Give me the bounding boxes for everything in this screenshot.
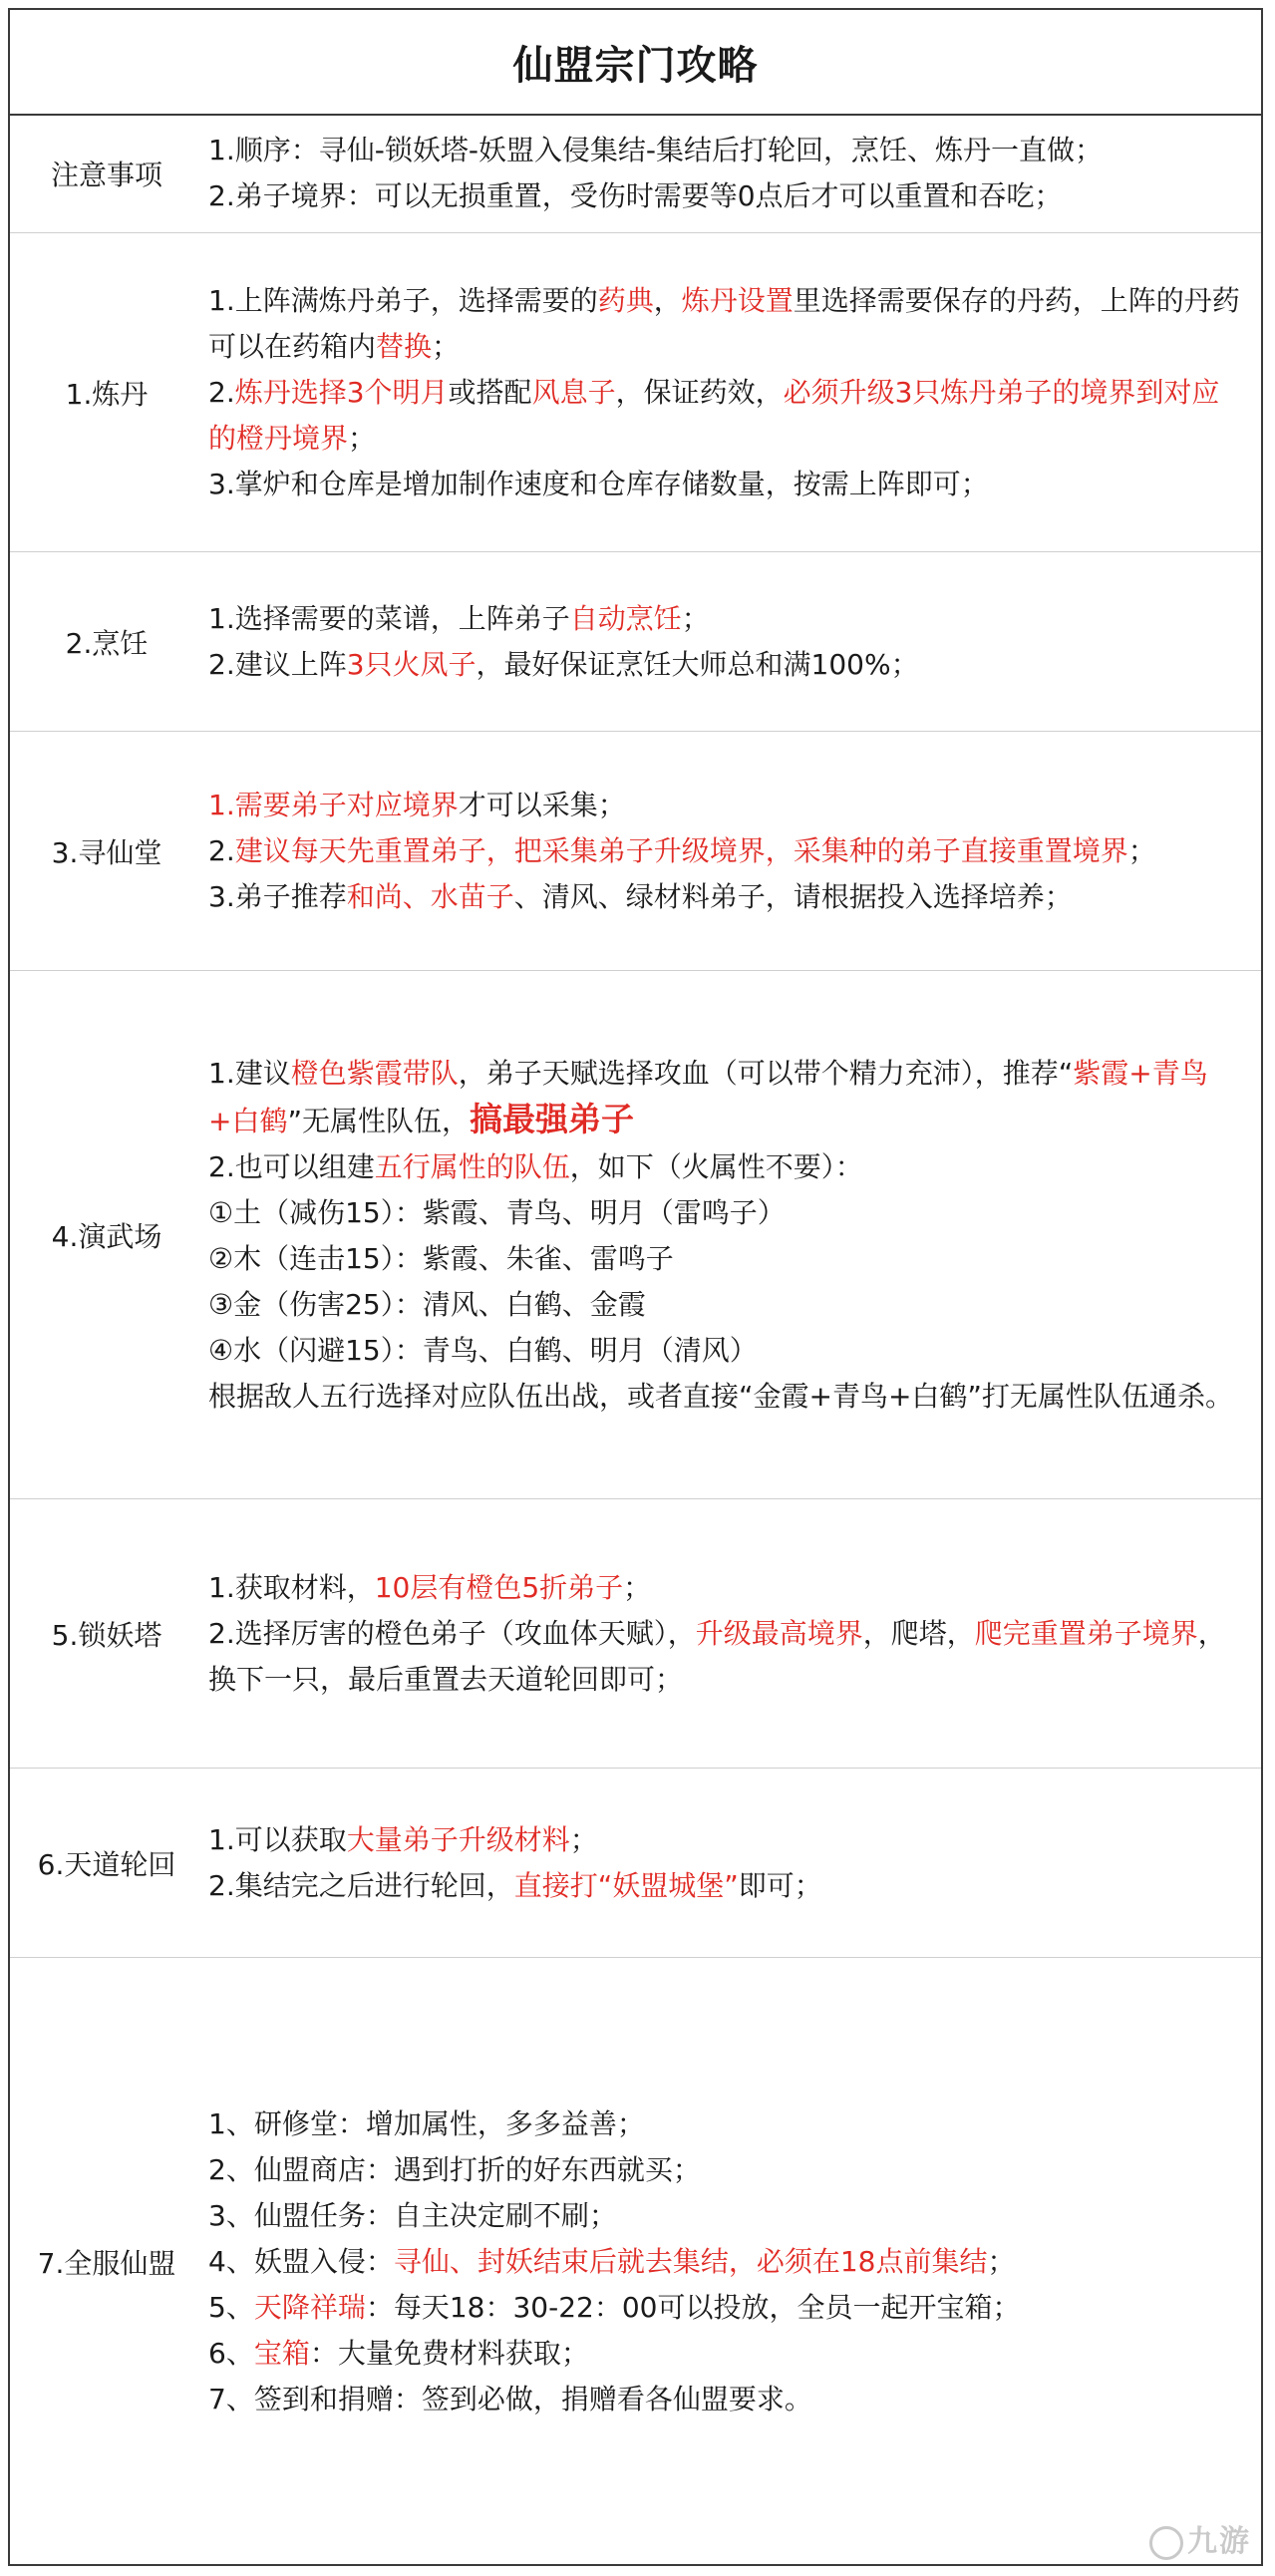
highlight-text: 爬完重置弟子境界 <box>974 1616 1198 1650</box>
row-content <box>208 971 1243 1498</box>
text-segment: ； <box>1127 833 1156 867</box>
text-segment: ：大量免费材料获取； <box>309 2337 589 2370</box>
text-segment: ； <box>987 2245 1016 2278</box>
row-content <box>208 1769 1243 1957</box>
highlight-text: 药典 <box>597 283 654 317</box>
highlight-text: 搞最强弟子 <box>469 1099 634 1138</box>
table-row <box>10 114 1261 233</box>
row-content <box>208 233 1243 551</box>
row-label: 6.天道轮回 <box>37 1847 176 1881</box>
text-segment: 4、妖盟入侵： <box>208 2245 394 2278</box>
row-content <box>208 1958 1243 2566</box>
text-segment: ②木（连击15）：紫霞、朱雀、雷鸣子 <box>208 1241 674 1275</box>
highlight-text: 1.需要弟子对应境界 <box>208 788 459 821</box>
highlight-text: 宝箱 <box>253 2337 310 2370</box>
highlight-text: 3只火凤子 <box>346 647 477 681</box>
content-line <box>208 642 1243 688</box>
content-line <box>208 1144 1243 1190</box>
text-segment: ； <box>681 601 710 635</box>
table-row <box>10 1958 1261 2566</box>
table-row <box>10 732 1261 971</box>
content-line <box>208 1611 1243 1703</box>
highlight-text: 自动烹饪 <box>569 601 682 635</box>
row-label: 7.全服仙盟 <box>37 2247 176 2280</box>
highlight-text: 建议每天先重置弟子，把采集弟子升级境界，采集种的弟子直接重置境界 <box>234 833 1128 867</box>
row-content <box>208 732 1243 970</box>
content-line <box>208 2285 1243 2331</box>
highlight-text: 天降祥瑞 <box>253 2291 366 2324</box>
text-segment: 2. <box>208 375 235 409</box>
text-segment: 2.也可以组建 <box>208 1149 375 1183</box>
text-segment: ； <box>623 1570 652 1604</box>
highlight-text: 10层有橙色5折弟子 <box>374 1570 624 1604</box>
row-label: 注意事项 <box>50 158 162 191</box>
row-content <box>208 1499 1243 1768</box>
highlight-text: 寻仙、封妖结束后就去集结，必须在18点前集结 <box>393 2245 988 2278</box>
row-content <box>208 114 1243 232</box>
text-segment: ③金（伤害25）：清风、白鹤、金霞 <box>208 1287 646 1321</box>
highlight-text: 橙色紫霞带队 <box>290 1056 459 1090</box>
content-line <box>208 2331 1243 2377</box>
text-segment: 1.建议 <box>208 1056 291 1090</box>
text-segment: 2.集结完之后进行轮回， <box>208 1868 514 1902</box>
content-line <box>208 874 1243 920</box>
text-segment: ，如下（火属性不要）： <box>569 1149 863 1183</box>
page-title: 仙盟宗门攻略 <box>10 10 1261 116</box>
highlight-text: 紫霞+青鸟+白鹤 <box>208 1056 1208 1137</box>
logo-icon <box>1149 2526 1183 2560</box>
content-line <box>208 128 1243 173</box>
text-segment: ； <box>569 1822 598 1856</box>
text-segment: 3.弟子推荐 <box>208 879 347 913</box>
highlight-text: 直接打“妖盟城堡” <box>513 1868 739 1902</box>
text-segment: 1、研修堂：增加属性，多多益善； <box>208 2107 645 2140</box>
text-segment: ； <box>348 421 377 455</box>
table-row <box>10 1499 1261 1769</box>
content-line <box>208 1565 1243 1611</box>
text-segment: 1.顺序：寻仙-锁妖塔-妖盟入侵集结-集结后打轮回，烹饪、炼丹一直做； <box>208 133 1104 166</box>
text-segment: 3、仙盟任务：自主决定刷不刷； <box>208 2199 617 2232</box>
text-segment: 里选择需要保存的丹药，上阵的丹药可以在药箱内 <box>208 283 1240 363</box>
text-segment: 1.上阵满炼丹弟子，选择需要的 <box>208 283 598 317</box>
content-line <box>208 596 1243 642</box>
content-line <box>208 1051 1243 1144</box>
text-segment: 2. <box>208 833 235 867</box>
table-row <box>10 552 1261 732</box>
content-line <box>208 173 1243 219</box>
content-line <box>208 2101 1243 2147</box>
content-line <box>208 2147 1243 2193</box>
content-line <box>208 1863 1243 1909</box>
content-line <box>208 1282 1243 1328</box>
highlight-text: 升级最高境界 <box>695 1616 863 1650</box>
text-segment: ，弟子天赋选择攻血（可以带个精力充沛），推荐“ <box>458 1056 1074 1090</box>
content-line <box>208 370 1243 462</box>
guide-table <box>8 8 1263 2566</box>
content-line <box>208 1236 1243 1282</box>
text-segment: 、清风、绿材料弟子，请根据投入选择培养； <box>513 879 1073 913</box>
highlight-text: 炼丹选择3个明月 <box>234 375 449 409</box>
text-segment: 或搭配 <box>448 375 532 409</box>
text-segment: 5、 <box>208 2291 254 2324</box>
highlight-text: 和尚、水苗子 <box>346 879 514 913</box>
content-line <box>208 783 1243 828</box>
highlight-text: 必须升级3只炼丹弟子的境界到对应的橙丹境界 <box>208 375 1220 455</box>
text-segment: ， <box>653 283 682 317</box>
row-label: 5.锁妖塔 <box>51 1618 162 1652</box>
text-segment: 2、仙盟商店：遇到打折的好东西就买； <box>208 2153 701 2186</box>
text-segment: ，保证药效， <box>615 375 784 409</box>
content-line <box>208 2377 1243 2422</box>
highlight-text: 大量弟子升级材料 <box>346 1822 570 1856</box>
content-line <box>208 462 1243 507</box>
row-label: 4.演武场 <box>51 1219 162 1253</box>
text-segment: 3.掌炉和仓库是增加制作速度和仓库存储数量，按需上阵即可； <box>208 467 989 500</box>
watermark-text: 九游 <box>1187 2524 1251 2559</box>
text-segment: 1.获取材料， <box>208 1570 375 1604</box>
text-segment: ”无属性队伍， <box>287 1104 470 1137</box>
text-segment: ，最好保证烹饪大师总和满100%； <box>476 647 919 681</box>
text-segment: 2.建议上阵 <box>208 647 347 681</box>
highlight-text: 替换 <box>376 329 433 363</box>
text-segment: 1.可以获取 <box>208 1822 347 1856</box>
text-segment: 7、签到和捐赠：签到必做，捐赠看各仙盟要求。 <box>208 2383 812 2415</box>
content-line <box>208 1817 1243 1863</box>
table-row <box>10 971 1261 1499</box>
row-label: 2.烹饪 <box>65 626 149 660</box>
row-label: 3.寻仙堂 <box>51 835 162 869</box>
text-segment: 即可； <box>738 1868 822 1902</box>
text-segment: 才可以采集； <box>458 788 626 821</box>
text-segment: 1.选择需要的菜谱，上阵弟子 <box>208 601 570 635</box>
text-segment: ①土（减伤15）：紫霞、青鸟、明月（雷鸣子） <box>208 1195 786 1229</box>
text-segment: ，爬塔， <box>862 1616 975 1650</box>
text-segment: ； <box>432 329 461 363</box>
row-label: 1.炼丹 <box>65 377 149 411</box>
table-row <box>10 1769 1261 1958</box>
text-segment: 2.弟子境界：可以无损重置，受伤时需要等0点后才可以重置和吞吃； <box>208 178 1063 212</box>
text-segment: 6、 <box>208 2337 254 2370</box>
highlight-text: 风息子 <box>531 375 616 409</box>
text-segment: ，换下一只，最后重置去天道轮回即可； <box>208 1616 1226 1696</box>
highlight-text: 炼丹设置 <box>681 283 794 317</box>
content-line <box>208 278 1243 370</box>
text-segment: ：每天18：30-22：00可以投放，全员一起开宝箱； <box>365 2291 1021 2324</box>
row-content <box>208 552 1243 731</box>
content-line <box>208 2193 1243 2239</box>
content-line <box>208 1328 1243 1374</box>
content-line <box>208 828 1243 874</box>
highlight-text: 五行属性的队伍 <box>374 1149 570 1183</box>
table-row <box>10 233 1261 552</box>
content-line <box>208 1374 1243 1420</box>
text-segment: 2.选择厉害的橙色弟子（攻血体天赋）， <box>208 1616 696 1650</box>
text-segment: 根据敌人五行选择对应队伍出战，或者直接“金霞+青鸟+白鹤”打无属性队伍通杀。 <box>208 1379 1233 1413</box>
watermark <box>1149 2516 1251 2560</box>
content-line <box>208 1190 1243 1236</box>
content-line <box>208 2239 1243 2285</box>
text-segment: ④水（闪避15）：青鸟、白鹤、明月（清风） <box>208 1333 758 1367</box>
